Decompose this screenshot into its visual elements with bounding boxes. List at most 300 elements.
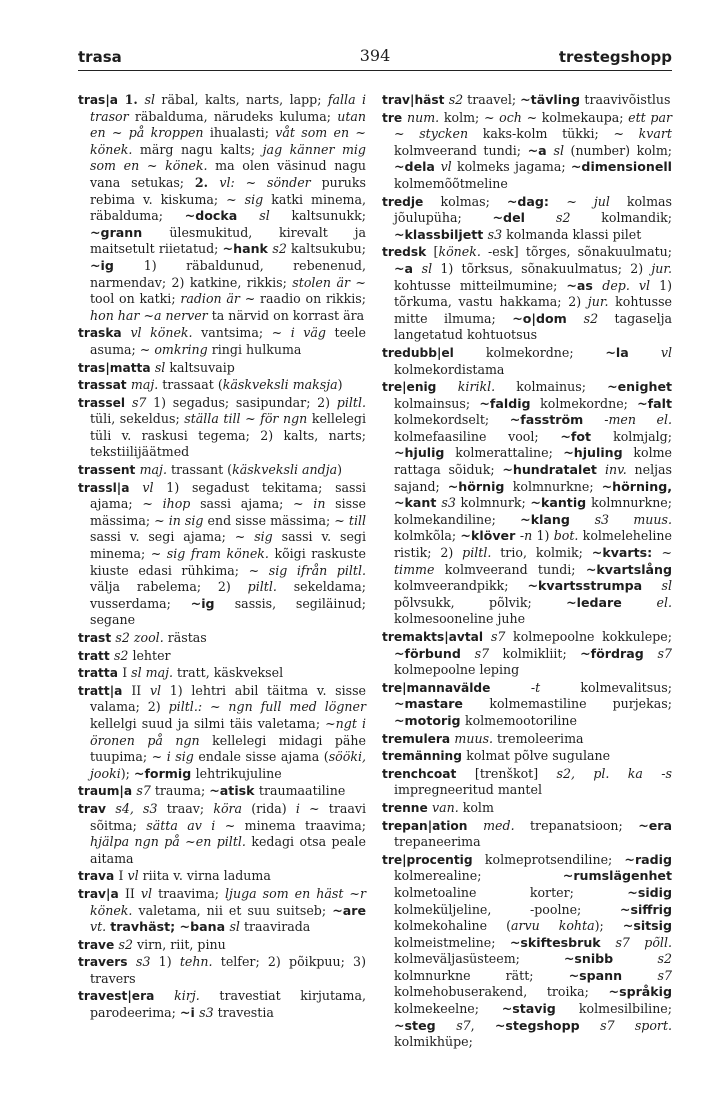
entry-text: ~grann (90, 224, 170, 240)
entry-text: kirj. (174, 988, 200, 1004)
entry-headword: tratta (78, 666, 123, 681)
entry-text: ~formig (133, 765, 196, 781)
entry-text: 1) tõrksus, sõnakuulmatus; 2) (432, 260, 652, 276)
entry-text: märg nagu kalts; (132, 141, 263, 157)
entry-text: kolmemastiline purjekas; (489, 696, 672, 712)
entry-text: s3 muus. (594, 511, 672, 527)
entry-headword: tre (382, 110, 408, 125)
entry-text: sl (229, 919, 240, 935)
entry-text: s7 sport. (600, 1017, 673, 1033)
entry-text: kolmerealine; (394, 868, 563, 884)
entry-text: s7 (657, 967, 672, 983)
entry-text: sassi ajama; (190, 496, 294, 512)
entry-text: ~fasström (509, 412, 605, 428)
dictionary-entry (78, 648, 366, 665)
entry-text: kellelegi midagi pähe tuupima; (90, 732, 366, 765)
dictionary-entry (382, 345, 672, 378)
entry-headword: tras|a (78, 93, 125, 107)
dictionary-entry (382, 731, 672, 748)
entry-text: ~bana (179, 919, 230, 935)
entry-text: köra (213, 800, 243, 816)
entry-text: s7 (490, 629, 506, 644)
entry-text: s3 (441, 495, 456, 511)
entry-text: käskveksli andja (232, 462, 338, 478)
entry-text: kolmikhüpe; (394, 1034, 473, 1050)
entry-text: s7 (456, 1017, 471, 1033)
entry-text: valetama, nii et suu suitseb; (132, 902, 333, 918)
entry-headword: tratt (78, 648, 114, 663)
entry-headword: tredsk (382, 245, 434, 260)
dictionary-entry (382, 800, 672, 817)
entry-text: ~as (566, 277, 603, 293)
entry-headword: trassel (78, 395, 132, 410)
dictionary-entry (382, 766, 672, 799)
entry-headword: tredubb|el (382, 345, 486, 360)
entry-text: 1. (124, 92, 145, 107)
entry-text: [ (433, 244, 439, 260)
entry-text: vl (127, 868, 139, 884)
entry-text: kolmepoolne kokkulepe; (505, 629, 672, 644)
entry-text: men el. (608, 412, 673, 428)
entry-text: kolmnurkne; kolmekandiline; (394, 495, 673, 527)
entry-headword: tremakts|avtal (382, 630, 491, 644)
entry-text: ~hank (222, 241, 273, 257)
entry-text: tüli, sekeldus; (90, 411, 185, 427)
entry-text: ~språkig (608, 984, 672, 1000)
entry-text: kellelegi tüli v. raskusi tegema; 2) kalts, narts; tekstiilijäätmed (90, 411, 366, 460)
entry-text: kolmekordne; (540, 395, 638, 411)
entry-text: travestiat kirjutama, parodeerima; (90, 988, 366, 1021)
entry-text: van. (431, 799, 459, 815)
entry-text: ~ledare (566, 594, 657, 610)
entry-text: kolmerattaline; (455, 445, 564, 461)
entry-text: [trenškot] (474, 765, 557, 781)
entry-text: , (470, 1017, 495, 1033)
entry-text: kolmikliit; (489, 645, 581, 661)
entry-text: kolmekordselt; (394, 412, 510, 428)
entry-headword: trepan|ation (382, 818, 484, 833)
entry-text: ~spann (568, 967, 658, 983)
entry-text: ~skiftesbruk (509, 934, 616, 950)
entry-text: ~docka (184, 208, 260, 224)
entry-text: kolmekohaline ( (394, 918, 511, 934)
entry-text: ~snibb (563, 951, 658, 967)
entry-text: kaks-kolm tükki; (468, 126, 614, 142)
entry-text: II (131, 682, 150, 698)
entry-text: ~sidig (627, 884, 672, 900)
entry-text: kolmefaasiline vool; (394, 428, 561, 444)
entry-text: trepanatsioon; (514, 817, 639, 833)
entry-text: könek. (438, 244, 481, 260)
entry-text: ~klassbiljett (394, 226, 488, 242)
entry-text: kolmevalitsus; (540, 679, 672, 695)
entry-text: s2 (118, 936, 133, 952)
entry-text: s2 (113, 647, 129, 663)
entry-text: ~ sig (226, 191, 264, 207)
entry-text: kaltsuvaip (165, 359, 235, 375)
entry-text: s7 (474, 645, 490, 661)
entry-headword: trav|a (78, 886, 125, 901)
dictionary-entry (382, 629, 672, 679)
entry-text: jur. (587, 294, 609, 310)
entry-text: II (124, 885, 141, 901)
entry-text: ~förbund (394, 645, 475, 661)
entry-text: ~la (605, 344, 661, 360)
entry-text: sööki, jooki (90, 749, 366, 781)
entry-headword: trenchcoat (382, 766, 475, 781)
dictionary-entry (78, 683, 366, 783)
entry-text: traavima; (152, 885, 226, 901)
entry-text: ~del (492, 210, 557, 226)
dictionary-entry (78, 886, 366, 936)
entry-text: vl (142, 479, 154, 495)
entry-text: hon har ~a nerver (90, 307, 208, 323)
entry-text: tagaselja langetatud kohtuotsus (394, 310, 673, 343)
entry-text: räbalduma, närudeks kuluma; (128, 108, 338, 124)
entry-text: ~ sig fram könek. (150, 546, 269, 562)
entry-text: kolme rattaga sõiduk; (394, 445, 672, 478)
entry-text: trassant ( (166, 462, 233, 478)
entry-text: puruks rebima v. kiskuma; (90, 174, 366, 207)
entry-text: välja rabelema; 2) (90, 579, 248, 595)
entry-text: I (122, 665, 132, 681)
entry-headword: trenne (382, 800, 432, 815)
entry-text: 2. (194, 174, 220, 190)
entry-headword: tratt|a (78, 683, 132, 698)
entry-text: kolmetoaline korter; (394, 884, 628, 900)
dictionary-entry (78, 988, 366, 1021)
entry-text: kolmeleheline ristik; 2) (394, 528, 672, 561)
entry-text: kolm (458, 799, 494, 815)
entry-text: utan en ~ på kroppen (90, 108, 366, 141)
entry-text: traav; (157, 800, 214, 816)
entry-text: kolmekordistama (394, 361, 505, 377)
entry-text: vl: ~ sönder (219, 174, 311, 190)
entry-text: end sisse mässima; (203, 512, 335, 528)
entry-text: sl (154, 359, 166, 375)
dictionary-entry (78, 665, 366, 682)
entry-text: s7 (131, 394, 147, 410)
dictionary-entry (78, 377, 366, 394)
entry-text: hjälpa ngn på ~en piltl. (90, 834, 246, 850)
entry-text: - (530, 679, 536, 695)
entry-headword: trav (78, 801, 116, 816)
entry-text: kolmainsus; (394, 395, 480, 411)
entry-text: arvu kohta (510, 918, 595, 934)
entry-text: ~klang (520, 511, 595, 527)
entry-text: kellelgi suud ja silmi täis valetama; (90, 715, 326, 731)
entry-headword: traum|a (78, 784, 137, 799)
entry-text: muus. (454, 730, 494, 746)
entry-text: ~ i sig (151, 749, 194, 765)
entry-text: ~faldig (479, 395, 541, 411)
entry-text: tehn. (179, 954, 213, 970)
page-number: 394 (359, 46, 391, 65)
entry-text: kolmeistmeline; (394, 934, 510, 950)
entry-text: s2 (448, 92, 464, 107)
entry-text: t (535, 679, 541, 695)
entry-headword: tredje (382, 194, 441, 209)
entry-text: ~ ihop (142, 496, 191, 512)
entry-text: ~ngt i öronen på ngn (90, 715, 366, 748)
entry-text: ljuga som en häst ~r könek. (90, 885, 366, 918)
entry-text: ) (337, 462, 343, 478)
entry-text: sekeldama; vusserdama; (90, 579, 367, 611)
entry-text: i ~ (295, 800, 320, 816)
entry-text: ~ sig (234, 529, 273, 545)
entry-text: ~enighet (607, 379, 673, 395)
entry-text: 1) räbaldunud, rebenenud, narmendav; 2) katkine, rikkis; (90, 257, 366, 290)
entry-text: kolmemootoriline (464, 712, 577, 728)
dictionary-entry (78, 325, 366, 358)
entry-text: minema traavima; (235, 817, 366, 833)
entry-text: 1) segadus; sasipundar; 2) (146, 394, 337, 410)
entry-text: kolmepoolne leping (394, 662, 520, 678)
entry-text: kolmnurkne; (512, 478, 602, 494)
entry-text: el. (656, 594, 672, 610)
entry-headword: travest|era (78, 989, 175, 1004)
entry-text: ~rumslägenhet (562, 868, 672, 884)
entry-text: ~tävling (520, 92, 585, 107)
dictionary-entry (78, 783, 366, 800)
entry-headword: trassat (78, 378, 131, 393)
entry-text: lehter (128, 647, 171, 663)
entry-headword: tre|mannavälde (382, 680, 531, 695)
dictionary-entry (78, 462, 366, 479)
entry-text: ~radig (624, 851, 672, 867)
dictionary-entry (382, 194, 672, 244)
entry-text: sl (259, 208, 270, 224)
entry-headword: tre|enig (382, 380, 458, 395)
entry-text: ~ sig ifrån piltl. (248, 562, 366, 578)
entry-text: ~ omkring (139, 341, 208, 357)
entry-text: s2, pl. ka -s (556, 765, 672, 781)
entry-text: s3 (135, 954, 151, 970)
entry-headword: trassent (78, 463, 140, 478)
entry-text: ~steg (394, 1017, 457, 1033)
entry-text: ställa till ~ för ngn (184, 411, 308, 427)
entry-text: stolen är ~ (292, 274, 366, 290)
entry-text: ~i (179, 1005, 200, 1021)
entry-text: sätta av i ~ (146, 817, 236, 833)
entry-headword: trassl|a (78, 480, 143, 495)
entry-text: ~klöver (460, 528, 520, 544)
entry-text: ~motorig (394, 712, 465, 728)
entry-text: kedagi otsa peale aitama (90, 834, 366, 866)
entry-headword: trast (78, 631, 116, 645)
entry-text: kohtusse mitte ilmuma; (394, 294, 672, 326)
entry-text: ); (120, 765, 134, 781)
entry-text: traumaatiline (258, 783, 346, 799)
header-left-guideword: trasa (78, 48, 122, 66)
entry-text: - (604, 412, 609, 428)
entry-text: vl (149, 682, 162, 698)
entry-text: trio, kolmik; (491, 545, 592, 561)
dictionary-entry (382, 680, 672, 730)
entry-text: s2 zool. (115, 630, 164, 645)
entry-text: traavirada (239, 919, 311, 935)
entry-text: trassaat ( (158, 377, 223, 393)
entry-text: jag känner mig som en ~ könek. (90, 141, 366, 174)
entry-text: kolmeküljeline, -poolne; (394, 901, 620, 917)
entry-text: sisse mässima; (90, 496, 367, 528)
entry-text: vl (140, 885, 153, 901)
entry-text: kolmanda klassi pilet (502, 226, 642, 242)
entry-text: kolmkõla; (394, 528, 461, 544)
entry-text: kolmehobuserakend, troika; (394, 984, 609, 1000)
entry-text: s4, s3 (115, 800, 158, 816)
entry-text: kõigi raskuste kiuste edasi rühkima; (90, 546, 366, 578)
entry-text: kolmemõõtmeline (394, 175, 508, 191)
entry-text: põlvsukk, põlvik; (394, 594, 567, 610)
dictionary-entry (78, 92, 366, 324)
entry-text: vt. (90, 919, 107, 935)
header-right-guideword: trestegshopp (558, 48, 672, 66)
entry-text: ~dela (394, 159, 441, 175)
entry-text: kolmainus; (495, 379, 608, 395)
entry-text: s3 (487, 226, 503, 242)
entry-text: kaltsunukk; (269, 208, 366, 224)
entry-text: piltl. (336, 394, 366, 410)
right-column (382, 92, 672, 1052)
entry-text: ~stegshopp (494, 1017, 601, 1033)
entry-text: ~fot (560, 428, 614, 444)
entry-text: ~siffrig (619, 901, 672, 917)
entry-text: trauma; (150, 783, 210, 799)
entry-headword: tremulera (382, 731, 455, 746)
entry-text: num. (407, 109, 440, 125)
entry-text: ~era (638, 817, 672, 833)
entry-text: ~hundratalet (502, 462, 606, 478)
entry-text: tremoleerima (493, 730, 584, 746)
entry-text: sl (144, 92, 156, 107)
entry-text: piltl. (247, 579, 277, 595)
entry-text: ~hörnig (447, 478, 513, 494)
dictionary-entry (382, 379, 672, 628)
entry-text: maj. (130, 377, 159, 393)
dictionary-entry (382, 818, 672, 851)
entry-text: ~ in sig (154, 512, 204, 528)
entry-text: 1) segadust tekitama; sassi ajama; (90, 479, 366, 512)
dictionary-entry (382, 244, 672, 344)
entry-text: piltl. (462, 545, 492, 561)
entry-text: telfer; 2) põikpuu; 3) travers (90, 954, 366, 986)
entry-text: ett par ~ stycken (394, 109, 673, 142)
entry-text: s2 (583, 310, 599, 326)
entry-text: s2 (272, 241, 287, 257)
entry-text: ~ig (190, 595, 235, 611)
dictionary-entry (78, 937, 366, 954)
dictionary-entry (78, 630, 366, 647)
entry-text: kolmjalg; (613, 428, 672, 444)
left-column (78, 92, 366, 1023)
entry-text: ~dimensionell (570, 159, 672, 175)
entry-text: vl könek. (130, 325, 193, 341)
entry-headword: trave (78, 937, 119, 952)
entry-text: ~ jul (566, 193, 610, 209)
entry-text: kolmnurkne rätt; (394, 967, 569, 983)
entry-text: -esk] tõrges, sõnakuulmatu; (480, 244, 672, 260)
entry-text: bot. (553, 528, 579, 544)
entry-text: kolmekordne; (485, 344, 606, 360)
entry-text: kohtusse mitteilmumine; (394, 277, 567, 293)
dictionary-entry (78, 395, 366, 461)
entry-text: traavivõistlus (584, 92, 671, 107)
entry-text: ~ till (334, 512, 367, 528)
entry-text: ~hjuling (563, 445, 634, 461)
entry-text: inv. (605, 462, 627, 478)
entry-text: trepaneerima (394, 834, 481, 850)
entry-text: kolmekaupa; (537, 109, 629, 125)
entry-text: kaltsukubu; (286, 241, 366, 257)
entry-text: I (118, 868, 128, 884)
entry-text: våt som en ~ könek. (90, 125, 366, 157)
dictionary-entry (382, 748, 672, 765)
dictionary-entry (78, 360, 366, 377)
entry-text: (number) kolm; (564, 142, 672, 158)
entry-text: kolmveerand tundi; (434, 561, 586, 577)
entry-text: käskveksli maksja (222, 377, 338, 393)
entry-text: ~ig (90, 257, 144, 273)
entry-text: n (524, 528, 533, 544)
entry-text: sassi v. segi minema; (90, 529, 366, 562)
entry-text: riita v. virna laduma (138, 868, 271, 884)
entry-text: kolmat põlve sugulane (466, 748, 611, 764)
entry-text: sl maj. (131, 665, 174, 681)
entry-text: sl (421, 260, 433, 276)
dictionary-entry (78, 868, 366, 885)
dictionary-entry (78, 954, 366, 987)
entry-text: piltl.: ~ ngn full med lögner (168, 699, 366, 715)
entry-text: ihualasti; (203, 125, 276, 141)
entry-text: kolmandik; (570, 210, 672, 226)
dictionary-entry (382, 110, 672, 193)
entry-text: kolmnurk; (455, 495, 531, 511)
entry-text: ringi hulkuma (207, 341, 302, 357)
entry-text: travhäst; (110, 919, 180, 935)
entry-text: (rida) (242, 800, 296, 816)
entry-text: ~are (332, 902, 366, 918)
entry-text: dep. vl (602, 277, 651, 293)
entry-text: kolmas jõulupüha; (394, 193, 672, 226)
entry-text: ~ i väg (271, 325, 326, 341)
entry-text: ma olen väsinud nagu vana setukas; (90, 158, 366, 190)
entry-text: tool on katki; (90, 291, 181, 307)
entry-text: kolmeväljasüsteem; (394, 951, 564, 967)
entry-text: ~hjulig (394, 445, 456, 461)
entry-text: s7 (657, 645, 672, 661)
entry-headword: trava (78, 869, 119, 884)
entry-text: virn, riit, pinu (133, 936, 226, 952)
entry-text: ta närvid on korrast ära (207, 307, 365, 323)
entry-text: lehtrikujuline (195, 765, 282, 781)
entry-text: 1) lehtri abil täitma v. sisse valama; 2) (90, 682, 366, 715)
entry-text: ~mastare (394, 696, 490, 712)
entry-text: s2 (657, 951, 672, 967)
entry-text: kolmas; (440, 193, 507, 209)
entry-text: ~sitsig (622, 918, 672, 934)
entry-text: ~kvartsstrumpa (527, 578, 662, 594)
dictionary-entry (382, 92, 672, 109)
entry-text: travestia (213, 1005, 274, 1021)
entry-text: 1) (532, 528, 554, 544)
entry-text: jur. (651, 260, 673, 276)
entry-text: ); (594, 918, 623, 934)
entry-text: s7 (136, 783, 151, 799)
entry-headword: tremänning (382, 749, 467, 764)
entry-text: teele asuma; (90, 325, 366, 357)
entry-text: ~ kvart (613, 126, 672, 142)
